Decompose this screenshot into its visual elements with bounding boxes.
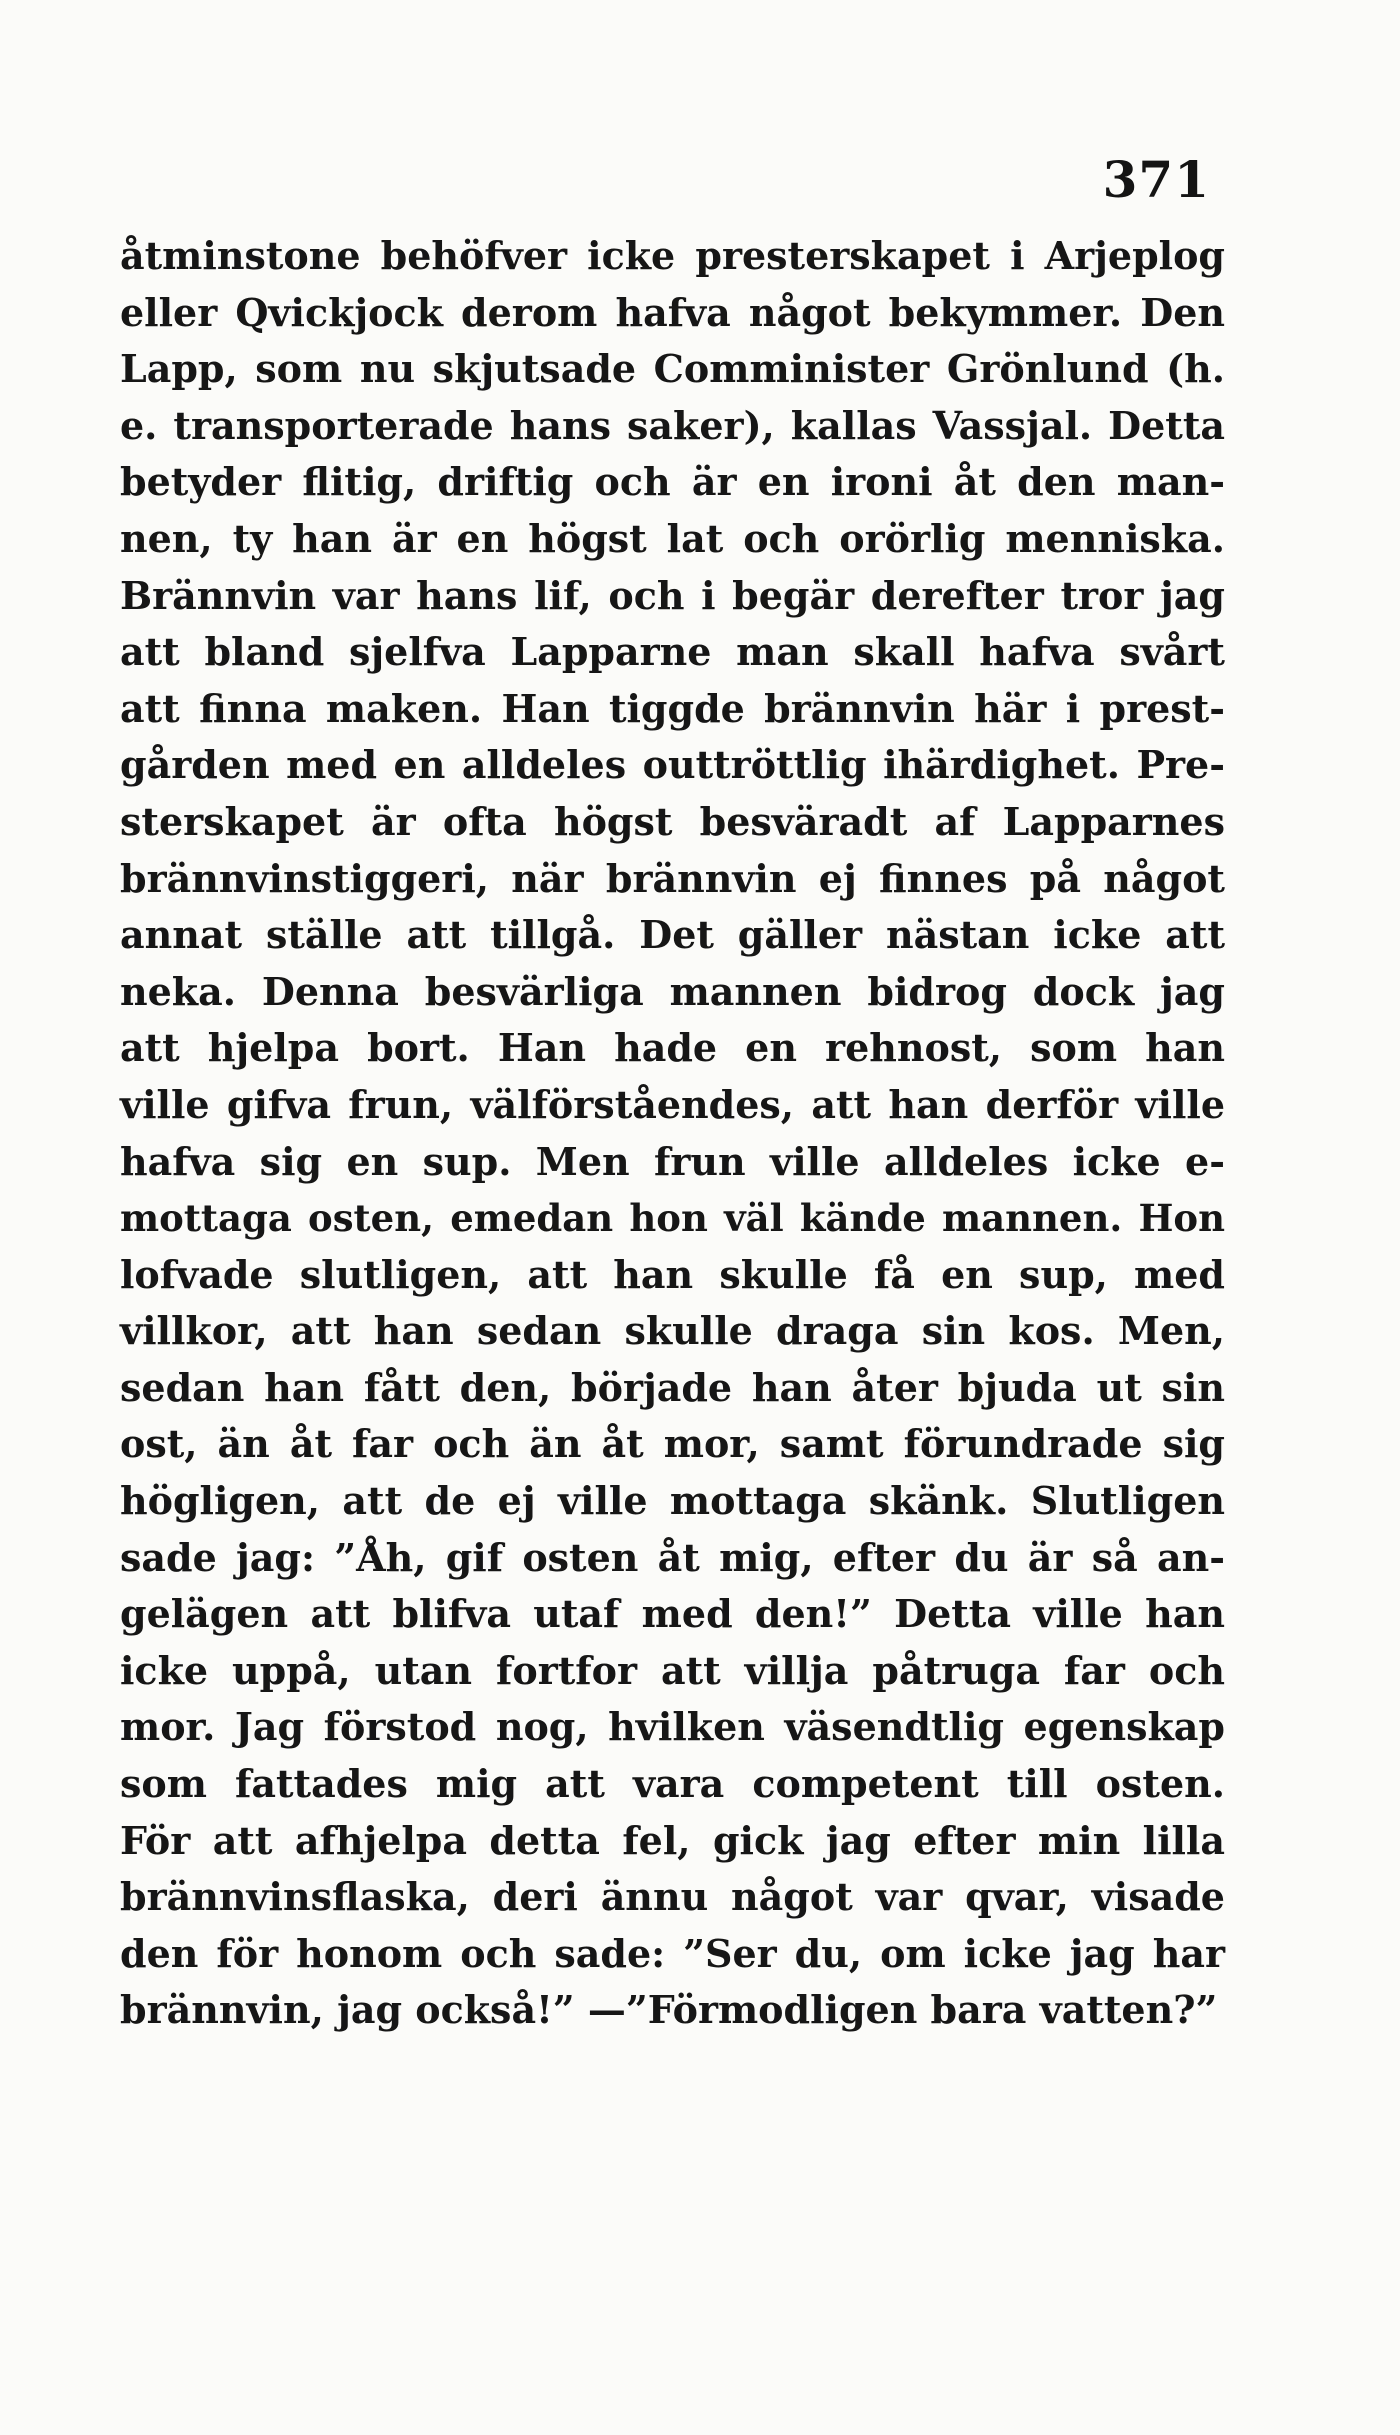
text-line: högligen, att de ej ville mottaga skänk. Slutligen	[120, 1478, 1225, 1524]
body-text	[120, 228, 1225, 2039]
text-line: sade jag: ”Åh, gif osten åt mig, efter du är så an-	[120, 1534, 1225, 1580]
text-line: brännvinstiggeri, när brännvin ej finnes på något	[120, 855, 1225, 901]
text-line: annat ställe att tillgå. Det gäller nästan icke att	[120, 912, 1225, 958]
text-line: mottaga osten, emedan hon väl kände mannen. Hon	[120, 1196, 1225, 1241]
text-line: den för honom och sade: ”Ser du, om icke jag har	[120, 1930, 1225, 1976]
text-line: brännvinsflaska, deri ännu något var qvar, visade	[120, 1874, 1225, 1920]
text-line: e. transporterade hans saker), kallas Vassjal. Detta	[120, 402, 1225, 448]
text-line: nen, ty han är en högst lat och orörlig menniska.	[120, 515, 1225, 561]
text-line: betyder flitig, driftig och är en ironi åt den man-	[120, 459, 1225, 505]
text-line: eller Qvickjock derom hafva något bekymmer. Den	[120, 289, 1225, 335]
text-line: som fattades mig att vara competent till osten.	[120, 1761, 1225, 1807]
text-line: hafva sig en sup. Men frun ville alldeles icke e-	[120, 1138, 1225, 1184]
text-line: Brännvin var hans lif, och i begär derefter tror jag	[120, 572, 1225, 618]
text-line: lofvade slutligen, att han skulle få en sup, med	[120, 1251, 1225, 1297]
text-line: sterskapet är ofta högst besväradt af Lapparnes	[120, 798, 1225, 844]
text-line: åtminstone behöfver icke presterskapet i Arjeplog	[120, 233, 1225, 278]
text-line: sedan han fått den, började han åter bjuda ut sin	[120, 1364, 1225, 1410]
page-number: 371	[1102, 150, 1210, 209]
text-line: att hjelpa bort. Han hade en rehnost, som han	[120, 1025, 1225, 1071]
text-line: ville gifva frun, välförståendes, att han derför ville	[120, 1081, 1225, 1127]
text-line: gelägen att blifva utaf med den!” Detta ville han	[120, 1591, 1225, 1637]
text-line: mor. Jag förstod nog, hvilken väsendtlig egenskap	[120, 1704, 1225, 1750]
text-line: icke uppå, utan fortfor att villja påtruga far och	[120, 1647, 1225, 1693]
text-line: Lapp, som nu skjutsade Comminister Grönlund (h.	[120, 346, 1225, 392]
text-line: neka. Denna besvärliga mannen bidrog dock jag	[120, 968, 1225, 1014]
text-line: brännvin, jag också!” —”Förmodligen bara vatten?”	[120, 1987, 1218, 2033]
text-line: ost, än åt far och än åt mor, samt förundrade sig	[120, 1421, 1225, 1467]
text-line: För att afhjelpa detta fel, gick jag efter min lilla	[120, 1817, 1225, 1863]
text-line: villkor, att han sedan skulle draga sin kos. Men,	[120, 1308, 1225, 1354]
text-line: att finna maken. Han tiggde brännvin här i prest-	[120, 685, 1225, 731]
text-line: gården med en alldeles outtröttlig ihärdighet. Pre-	[120, 742, 1225, 788]
text-line: att bland sjelfva Lapparne man skall hafva svårt	[120, 629, 1225, 675]
